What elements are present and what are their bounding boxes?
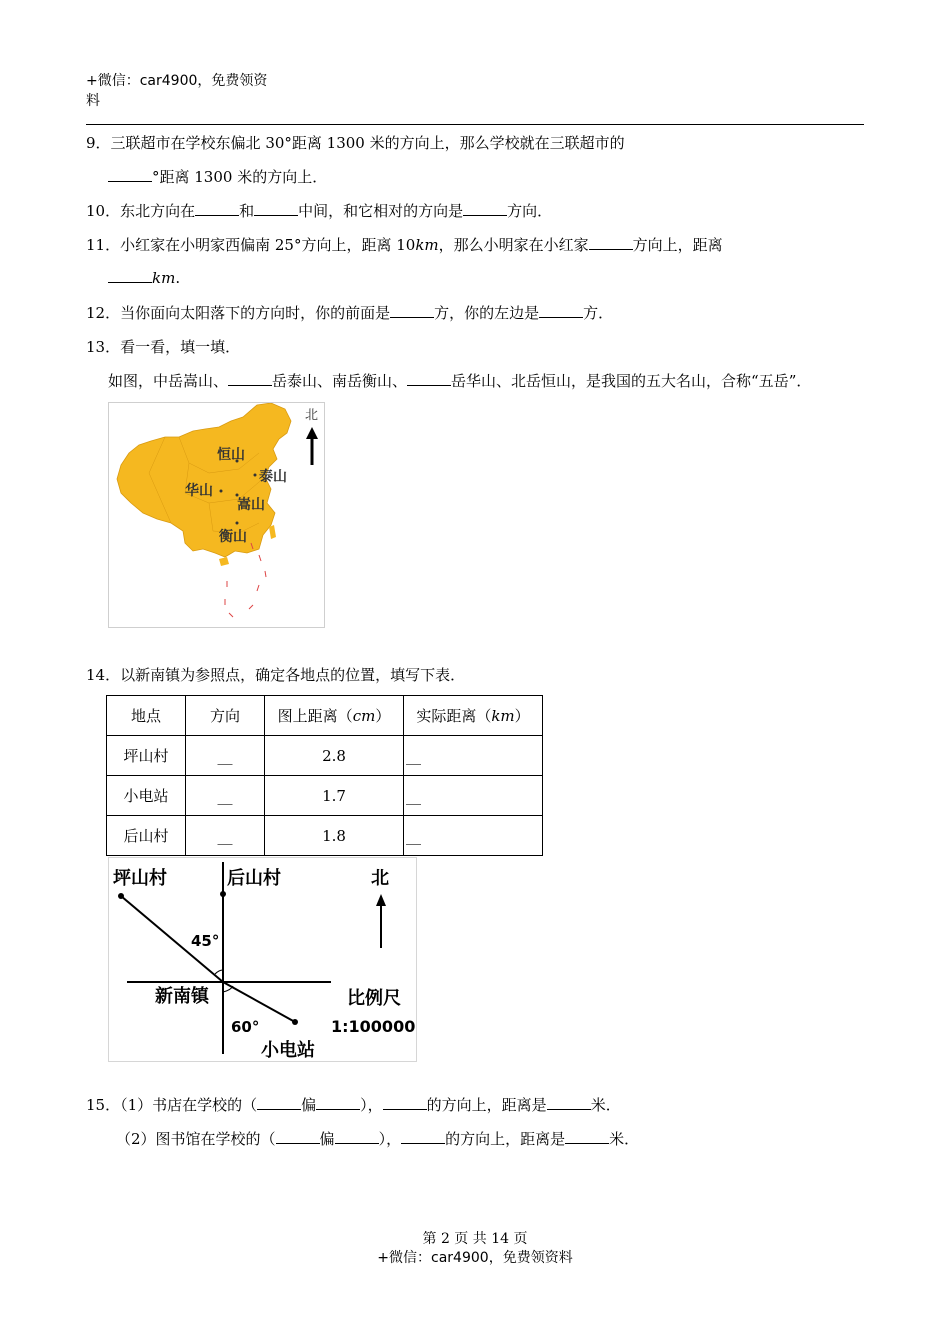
cell-real-distance[interactable]: __ — [404, 776, 543, 816]
hdr-real-dist-close: ） — [514, 707, 530, 725]
hdr-real-dist-unit: km — [491, 707, 515, 725]
q11-blank2[interactable] — [108, 268, 152, 283]
q10-blank2[interactable] — [254, 201, 298, 216]
footer-page-number: 第 2 页 共 14 页 — [422, 1231, 528, 1247]
q15-1-blank4[interactable] — [547, 1095, 591, 1110]
q10-blank3[interactable] — [463, 201, 507, 216]
table-header-real-distance — [404, 696, 543, 736]
q15-1-blank3[interactable] — [383, 1095, 427, 1110]
map-label-taishan: 泰山 — [259, 469, 287, 485]
china-map-svg — [109, 403, 324, 627]
hainan-shape — [219, 557, 229, 566]
q15-2-text4: 的方向上，距离是 — [445, 1130, 566, 1148]
label-scale-value: 1:100000 — [331, 1017, 416, 1036]
line-to-xiaodian — [223, 982, 295, 1022]
label-xinnan: 新南镇 — [155, 986, 209, 1007]
q11-line1 — [86, 234, 723, 255]
map-label-hengshan-south: 衡山 — [219, 529, 247, 545]
q14-title: 14．以新南镇为参照点，确定各地点的位置，填写下表． — [86, 666, 466, 684]
q15-1-text2: 偏 — [301, 1096, 317, 1114]
taiwan-shape — [269, 525, 276, 539]
q9-line1: 9．三联超市在学校东偏北 30°距离 1300 米的方向上，那么学校就在三联超市的 — [86, 134, 625, 152]
q15-1-blank1[interactable] — [257, 1095, 301, 1110]
q15-2-blank2[interactable] — [335, 1129, 379, 1144]
cell-real-distance[interactable]: __ — [404, 816, 543, 856]
q15-1-text5: 米． — [590, 1096, 621, 1114]
q15-2-text2: 偏 — [319, 1130, 335, 1148]
q12-blank2[interactable] — [539, 303, 583, 318]
cell-map-distance: 1.8 — [265, 816, 404, 856]
q13-line — [108, 370, 811, 391]
point-pingshan — [118, 893, 124, 899]
cell-direction[interactable]: __ — [186, 736, 265, 776]
q10-text4: 方向． — [507, 202, 553, 220]
table-header-direction: 方向 — [186, 696, 265, 736]
header-wechat-line2: 料 — [86, 93, 100, 109]
cell-real-distance[interactable]: __ — [404, 736, 543, 776]
q10-text1: 10．东北方向在 — [86, 202, 196, 220]
q15-line2 — [116, 1128, 639, 1149]
q12 — [86, 302, 613, 323]
q13-text2: 岳泰山、南岳衡山、 — [272, 372, 408, 390]
q15-line1 — [86, 1094, 621, 1115]
label-angle-60: 60° — [231, 1018, 260, 1036]
huashan-dot — [220, 490, 223, 493]
sea-dash — [265, 571, 266, 577]
q13-blank1[interactable] — [228, 371, 272, 386]
label-pingshan: 坪山村 — [113, 868, 167, 889]
cell-direction[interactable]: __ — [186, 816, 265, 856]
q15-1-blank2[interactable] — [316, 1095, 360, 1110]
q10-blank1[interactable] — [195, 201, 239, 216]
taishan-dot — [254, 474, 257, 477]
hdr-map-dist-text: 图上距离（ — [277, 707, 353, 725]
q15-2-text1: （2）图书馆在学校的（ — [116, 1130, 276, 1148]
direction-diagram — [108, 857, 417, 1062]
table-header-place: 地点 — [107, 696, 186, 736]
q13-text3: 岳华山、北岳恒山，是我国的五大名山，合称“五岳”． — [451, 372, 812, 390]
q11-text3: 方向上，距离 — [632, 236, 723, 254]
sea-dash — [257, 585, 259, 591]
map-label-songshan: 嵩山 — [237, 497, 265, 513]
q11-text2: ，那么小明家在小红家 — [438, 236, 589, 254]
q13-title: 13．看一看，填一填． — [86, 338, 241, 356]
q13-blank2[interactable] — [407, 371, 451, 386]
label-north: 北 — [371, 868, 389, 889]
cell-place: 后山村 — [107, 816, 186, 856]
q11-text4: . — [175, 269, 181, 287]
table-header-map-distance — [265, 696, 404, 736]
q11-unit2: km — [152, 269, 176, 287]
q15-2-text3: ）， — [378, 1130, 402, 1148]
header-divider — [86, 124, 864, 125]
sea-dash — [249, 605, 253, 609]
point-houshan — [220, 891, 226, 897]
q10-text2: 和 — [239, 202, 255, 220]
location-table — [106, 695, 543, 856]
q11-text1: 11．小红家在小明家西偏南 25°方向上，距离 10 — [86, 236, 416, 254]
cell-map-distance: 1.7 — [265, 776, 404, 816]
q15-1-text4: 的方向上，距离是 — [426, 1096, 547, 1114]
cell-map-distance: 2.8 — [265, 736, 404, 776]
q9-line2-text: °距离 1300 米的方向上． — [152, 168, 328, 186]
angle-arc-45 — [215, 970, 223, 974]
label-houshan: 后山村 — [227, 868, 281, 889]
map-label-hengshan-north: 恒山 — [217, 447, 245, 463]
q11-unit: km — [415, 236, 439, 254]
china-map-figure — [108, 402, 325, 628]
cell-direction[interactable]: __ — [186, 776, 265, 816]
diagram-north-arrow — [376, 894, 386, 948]
map-north-arrow — [306, 427, 318, 465]
q15-2-blank4[interactable] — [565, 1129, 609, 1144]
hengshan-south-dot — [236, 522, 239, 525]
q10-text3: 中间，和它相对的方向是 — [298, 202, 464, 220]
sea-dash — [259, 555, 261, 561]
q12-text3: 方． — [583, 304, 614, 322]
cell-place: 坪山村 — [107, 736, 186, 776]
point-xiaodian — [292, 1019, 298, 1025]
q9-line2 — [108, 166, 327, 187]
footer-wechat: +微信：car4900，免费领资料 — [377, 1250, 573, 1266]
hdr-map-dist-unit: cm — [352, 707, 376, 725]
hdr-map-dist-close: ） — [375, 707, 391, 725]
label-angle-45: 45° — [191, 932, 220, 950]
cell-place: 小电站 — [107, 776, 186, 816]
q15-2-blank1[interactable] — [276, 1129, 320, 1144]
q9-blank[interactable] — [108, 167, 152, 182]
q15-1-text1: 15．（1）书店在学校的（ — [86, 1096, 258, 1114]
q11-line2 — [108, 268, 180, 287]
table-header-row — [107, 696, 543, 736]
table-row — [107, 736, 543, 776]
q15-2-blank3[interactable] — [401, 1129, 445, 1144]
q15-2-text5: 米． — [609, 1130, 640, 1148]
q12-text2: 方，你的左边是 — [434, 304, 540, 322]
q13-text1: 如图，中岳嵩山、 — [108, 372, 229, 390]
q12-text1: 12．当你面向太阳落下的方向时，你的前面是 — [86, 304, 391, 322]
label-scale: 比例尺 — [347, 988, 401, 1009]
sea-dash — [229, 613, 233, 617]
hdr-real-dist-text: 实际距离（ — [416, 707, 492, 725]
table-row — [107, 816, 543, 856]
q11-blank1[interactable] — [589, 235, 633, 250]
table-row — [107, 776, 543, 816]
q12-blank1[interactable] — [390, 303, 434, 318]
label-xiaodian: 小电站 — [261, 1040, 315, 1061]
map-north-label: 北 — [305, 408, 319, 423]
map-label-huashan: 华山 — [185, 483, 213, 499]
direction-diagram-svg — [109, 858, 416, 1061]
q15-1-text3: ）， — [360, 1096, 383, 1114]
header-wechat-line1: +微信：car4900，免费领资 — [86, 73, 268, 89]
q10 — [86, 200, 552, 221]
